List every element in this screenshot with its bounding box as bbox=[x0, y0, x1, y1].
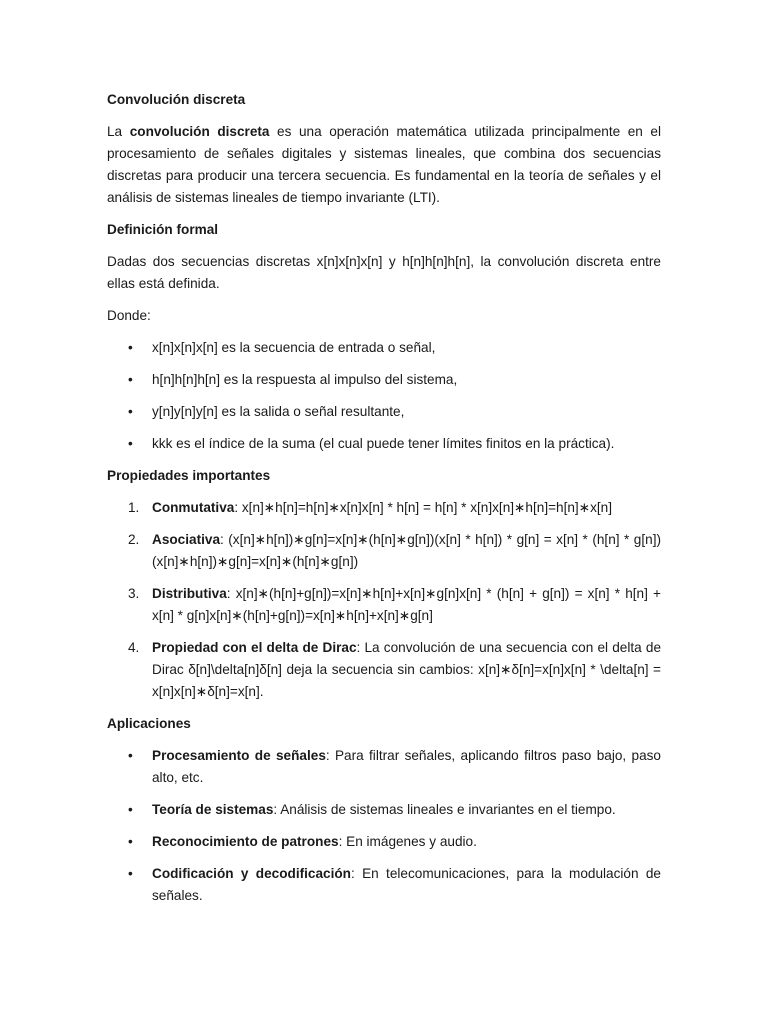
definition-heading: Definición formal bbox=[107, 222, 219, 237]
application-text: : En telecomunicaciones, para la modulación de señales. bbox=[152, 866, 661, 903]
list-item bbox=[107, 369, 661, 391]
list-number: 4. bbox=[128, 640, 140, 655]
bullet-marker: • bbox=[128, 802, 133, 817]
application-name: Procesamiento de señales bbox=[152, 748, 326, 763]
list-item bbox=[107, 583, 661, 627]
list-item-text: y[n]y[n]y[n] es la salida o señal resultante, bbox=[152, 404, 405, 419]
intro-paragraph bbox=[107, 121, 661, 209]
list-item bbox=[107, 863, 661, 907]
list-item-text: kkk es el índice de la suma (el cual puede tener límites finitos en la práctica). bbox=[152, 436, 615, 451]
list-item bbox=[107, 497, 661, 519]
list-number: 1. bbox=[128, 500, 140, 515]
list-number: 2. bbox=[128, 532, 140, 547]
property-text: : La convolución de una secuencia con el delta de Dirac δ[n]\delta[n]δ[n] deja la secuencia sin cambios: x[n]∗δ[n]=x[n]x[n] * \delta[n] = x[n]x[n]∗δ[n]=x[n]. bbox=[152, 640, 662, 699]
bullet-marker: • bbox=[128, 404, 133, 419]
bullet-marker: • bbox=[128, 372, 133, 387]
where-label: Donde: bbox=[107, 308, 151, 323]
list-item bbox=[107, 529, 661, 573]
application-text: : Para filtrar señales, aplicando filtros paso bajo, paso alto, etc. bbox=[152, 748, 661, 785]
list-item bbox=[107, 799, 661, 821]
properties-heading: Propiedades importantes bbox=[107, 468, 271, 483]
list-item bbox=[107, 337, 661, 359]
property-name: Asociativa bbox=[152, 532, 221, 547]
list-item-text: x[n]x[n]x[n] es la secuencia de entrada o señal, bbox=[152, 340, 436, 355]
property-text: : (x[n]∗h[n])∗g[n]=x[n]∗(h[n]∗g[n])(x[n] * h[n]) * g[n] = x[n] * (h[n] * g[n])(x[n]∗h[n])∗g[n]=x[n]∗(h[n]∗g[n]) bbox=[152, 532, 661, 569]
application-text: : En imágenes y audio. bbox=[338, 834, 477, 849]
intro-rest: es una operación matemática utilizada principalmente en el procesamiento de señales digitales y sistemas lineales, que combina dos secuencias discretas para producir una tercera secuencia. Es fundamental en la teoría de señales y el análisis de sistemas lineales de tiempo invariante (LTI). bbox=[107, 124, 661, 205]
list-item-text: h[n]h[n]h[n] es la respuesta al impulso del sistema, bbox=[152, 372, 458, 387]
document-body bbox=[107, 89, 661, 917]
properties-list bbox=[107, 497, 661, 703]
bullet-marker: • bbox=[128, 748, 133, 763]
list-item bbox=[107, 637, 661, 703]
intro-bold-term: convolución discreta bbox=[129, 124, 270, 139]
application-text: : Análisis de sistemas lineales e invariantes en el tiempo. bbox=[273, 802, 616, 817]
list-item bbox=[107, 831, 661, 853]
list-item bbox=[107, 433, 661, 455]
property-text: : x[n]∗(h[n]+g[n])=x[n]∗h[n]+x[n]∗g[n]x[n] * (h[n] + g[n]) = x[n] * h[n] + x[n] * g[n]x[n]∗(h[n]+g[n])=x[n]∗h[n]+x[n]∗g[n] bbox=[152, 586, 661, 623]
document-title: Convolución discreta bbox=[107, 92, 246, 107]
definition-list bbox=[107, 337, 661, 455]
intro-prefix: La bbox=[107, 124, 130, 139]
list-number: 3. bbox=[128, 586, 140, 601]
list-item bbox=[107, 401, 661, 423]
bullet-marker: • bbox=[128, 834, 133, 849]
bullet-marker: • bbox=[128, 866, 133, 881]
property-text: : x[n]∗h[n]=h[n]∗x[n]x[n] * h[n] = h[n] * x[n]x[n]∗h[n]=h[n]∗x[n] bbox=[234, 500, 613, 515]
application-name: Reconocimiento de patrones bbox=[152, 834, 339, 849]
application-name: Codificación y decodificación bbox=[152, 866, 351, 881]
application-name: Teoría de sistemas bbox=[152, 802, 274, 817]
list-item bbox=[107, 745, 661, 789]
property-name: Conmutativa bbox=[152, 500, 235, 515]
property-name: Propiedad con el delta de Dirac bbox=[152, 640, 357, 655]
bullet-marker: • bbox=[128, 436, 133, 451]
definition-paragraph: Dadas dos secuencias discretas x[n]x[n]x[n] y h[n]h[n]h[n], la convolución discreta entre ellas está definida. bbox=[107, 254, 661, 291]
bullet-marker: • bbox=[128, 340, 133, 355]
property-name: Distributiva bbox=[152, 586, 227, 601]
applications-list bbox=[107, 745, 661, 907]
applications-heading: Aplicaciones bbox=[107, 716, 191, 731]
